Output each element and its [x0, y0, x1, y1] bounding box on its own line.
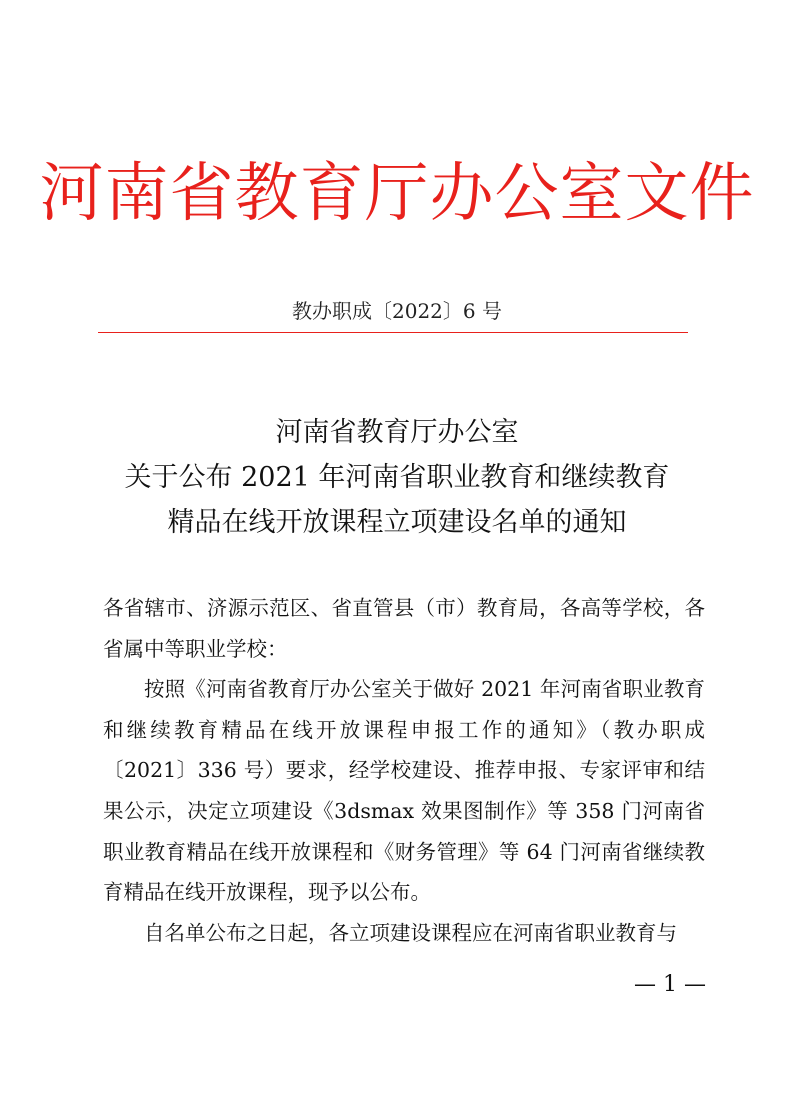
notice-title-line-2: 关于公布 2021 年河南省职业教育和继续教育	[124, 462, 670, 493]
header-divider-rule	[98, 332, 688, 333]
body-paragraph-2: 自名单公布之日起，各立项建设课程应在河南省职业教育与	[144, 920, 677, 945]
document-header-title: 河南省教育厅办公室文件	[39, 157, 755, 231]
body-paragraph-1: 按照《河南省教育厅办公室关于做好 2021 年河南省职业教育和继续教育精品在线开放课程申报工作的通知》（教办职成〔2021〕336 号）要求，经学校建设、推荐申报、专家评审和结果公示，决定立项建设《3dsmax 效果图制作》等 358 门河南省职业教育精品在线开放课程和《财务管理》等 64 门河南省继续教育精品在线开放课程，现予以公布。	[103, 677, 705, 905]
notice-body	[103, 588, 705, 953]
notice-title-line-3: 精品在线开放课程立项建设名单的通知	[167, 507, 627, 538]
addressee-paragraph: 各省辖市、济源示范区、省直管县（市）教育局，各高等学校，各省属中等职业学校：	[103, 596, 705, 661]
notice-title-line-1: 河南省教育厅办公室	[275, 417, 519, 448]
document-number: 教办职成〔2022〕6 号	[292, 299, 502, 323]
page-number: — 1 —	[634, 972, 706, 997]
notice-title	[0, 410, 794, 545]
